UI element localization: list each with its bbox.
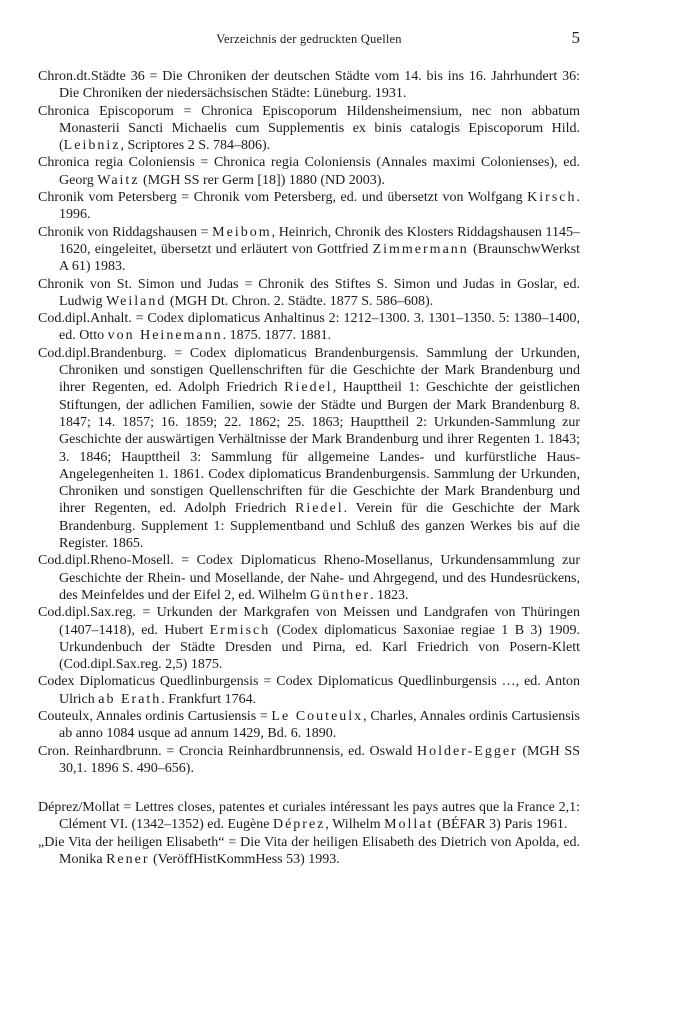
section-gap	[38, 777, 580, 799]
entry-text: Déprez/Mollat = Lettres closes, patentes et curiales intéressant les pays autres que la France 2,1: Clément VI. (1342–1352) ed. Eugène	[38, 800, 580, 833]
entry-text: (Codex diplomaticus Saxoniae regiae 1 B 3) 1909. Urkundenbuch der Städte Dresden und Pirna, ed. Karl Friedrich von Posern-Klett (Cod.dipl.Sax.reg. 2,5) 1875.	[59, 622, 580, 673]
entry-text: . 1996.	[59, 190, 580, 223]
author-name: Ermisch	[209, 622, 271, 638]
bibliography-entry	[38, 708, 580, 743]
author-name: Riedel	[284, 380, 333, 396]
author-name: Waitz	[97, 172, 140, 188]
entry-text: . 1823.	[370, 587, 409, 603]
entry-text: „Die Vita der heiligen Elisabeth“ = Die Vita der heiligen Elisabeth des Dietrich von Apolda, ed. Monika	[38, 834, 580, 868]
bibliography-entry	[38, 224, 580, 276]
bibliography-entry	[38, 189, 580, 224]
document-page	[38, 28, 580, 868]
author-name: Leibniz	[63, 138, 121, 154]
bibliography-entry	[38, 834, 580, 869]
author-name: Déprez	[272, 817, 326, 833]
entry-text: , Haupttheil 1: Geschichte der geistlichen Stiftungen, der adlichen Familien, sowie der Städte und Burgen der Mark Brandenburg 8. 1847; 14. 1857; 16. 1859; 22. 1862; 25. 1863; Haupttheil 2: Urkunden-Sammlung zur Geschichte der auswärtigen Verhältnisse der Mark Brandenburg und ihrer Regenten 1. 1843; 3. 1846; Haupttheil 3: Sammlung für allgemeine Landes- und kurfürstliche Haus-Angelegenheiten 1. 1861. Codex diplomaticus Brandenburgensis. Sammlung der Urkunden, Chroniken und sonstigen Quellenschriften für die Geschichte der Mark Brandenburg und ihrer Regenten, ed. Adolph Friedrich	[59, 380, 580, 517]
bibliography-entry	[38, 673, 580, 708]
author-name: ab Erath	[98, 691, 162, 707]
bibliography-entry	[38, 103, 580, 155]
entry-text: , Wilhelm	[325, 817, 385, 833]
bibliography-entry	[38, 154, 580, 189]
author-name: Meibom	[212, 224, 272, 240]
entry-text: . Verein für die Geschichte der Mark Brandenburg. Supplement 1: Supplementband und Schluß des ganzen Werkes bis auf die Register. 1865.	[59, 501, 581, 552]
author-name: Riedel	[295, 501, 344, 517]
entry-text: (BraunschwWerkst A 61) 1983.	[59, 241, 580, 275]
entry-text: Codex Diplomaticus Quedlinburgensis = Codex Diplomaticus Quedlinburgensis …, ed. Anton Ulrich	[38, 674, 580, 707]
entry-text: Chron.dt.Städte 36 = Die Chroniken der deutschen Städte vom 14. bis ins 16. Jahrhundert 36: Die Chroniken der niedersächsischen Städte: Lüneburg. 1931.	[38, 69, 580, 102]
entry-text: Chronica Episcoporum = Chronica Episcoporum Hildensheimensium, nec non abbatum Monasterii Sancti Michaelis cum Supplementis ex binis catalogis Episcoporum Hild. (	[38, 103, 580, 154]
entry-text: Cod.dipl.Rheno-Mosell. = Codex Diplomaticus Rheno-Mosellanus, Urkundensammlung zur Geschichte der Rhein- und Mosellande, der Nahe- und Ahrgegend, und des Hundesrückens, des Meinfeldes und der Eifel 2, ed. Wilhelm	[38, 553, 580, 603]
author-name: Mollat	[384, 817, 434, 833]
bibliography-entry	[38, 552, 580, 604]
entry-text: Chronica regia Coloniensis = Chronica regia Coloniensis (Annales maximi Colonienses), ed. Georg	[38, 155, 580, 188]
entry-text: , Scriptores 2 S. 784–806).	[120, 138, 271, 154]
entry-text: Cod.dipl.Brandenburg. = Codex diplomaticus Brandenburgensis. Sammlung der Urkunden, Chroniken und sonstigen Quellenschriften für die Geschichte der Mark Brandenburg und ihrer Regenten, ed. Adolph Friedrich	[38, 345, 580, 396]
entry-text: Chronik von St. Simon und Judas = Chronik des Stiftes S. Simon und Judas in Goslar, ed. Ludwig	[38, 276, 580, 309]
entry-text: Chronik vom Petersberg = Chronik vom Petersberg, ed. und übersetzt von Wolfgang	[38, 190, 528, 206]
entry-text: Cod.dipl.Sax.reg. = Urkunden der Markgrafen von Meissen und Landgrafen von Thüringen (1407–1418), ed. Hubert	[38, 605, 580, 638]
bibliography-entry	[38, 68, 580, 103]
entry-text: (MGH SS 30,1. 1896 S. 490–656).	[59, 743, 580, 776]
bibliography-entry	[38, 604, 580, 673]
entry-text: , Charles, Annales ordinis Cartusiensis ab anno 1084 usque ad annum 1429, Bd. 6. 1890.	[59, 708, 580, 742]
author-name: Rener	[106, 852, 150, 868]
entry-text: (VeröffHistKommHess 53) 1993.	[149, 852, 340, 868]
entry-text: Cod.dipl.Anhalt. = Codex diplomaticus Anhaltinus 2: 1212–1300. 3. 1301–1350. 5: 1380–1400, ed. Otto	[38, 311, 580, 344]
author-name: Weiland	[106, 293, 167, 309]
entry-text: Couteulx, Annales ordinis Cartusiensis =	[38, 708, 272, 724]
entry-text: . 1875. 1877. 1881.	[222, 328, 332, 344]
author-name: Kirsch	[527, 190, 577, 206]
author-name: Holder-Egger	[417, 743, 518, 759]
bibliography-entry	[38, 345, 580, 553]
entry-text: (MGH Dt. Chron. 2. Städte. 1877 S. 586–608).	[166, 293, 434, 309]
page-number: 5	[571, 28, 580, 47]
entry-text: (MGH SS rer Germ [18]) 1880 (ND 2003).	[139, 172, 385, 188]
entry-text: (BÉFAR 3) Paris 1961.	[433, 817, 568, 833]
running-title: Verzeichnis der gedruckten Quellen	[216, 32, 402, 46]
bibliography-entry	[38, 276, 580, 311]
author-name: von Heinemann	[107, 328, 223, 344]
bibliography-entry	[38, 310, 580, 345]
author-name: Zimmermann	[372, 241, 469, 257]
entry-text: , Heinrich, Chronik des Klosters Riddagshausen 1145–1620, eingeleitet, übersetzt und erläutert von Gottfried	[59, 224, 580, 257]
bibliography-list	[38, 68, 580, 868]
bibliography-entry	[38, 799, 580, 834]
entry-text: . Frankfurt 1764.	[161, 691, 257, 707]
entry-text: Chronik von Riddagshausen =	[38, 224, 213, 240]
bibliography-entry	[38, 743, 580, 778]
entry-text: Cron. Reinhardbrunn. = Croncia Reinhardbrunnensis, ed. Oswald	[38, 743, 418, 759]
author-name: Le Couteulx	[271, 708, 364, 724]
page-header	[38, 28, 580, 50]
author-name: Günther	[310, 587, 371, 603]
